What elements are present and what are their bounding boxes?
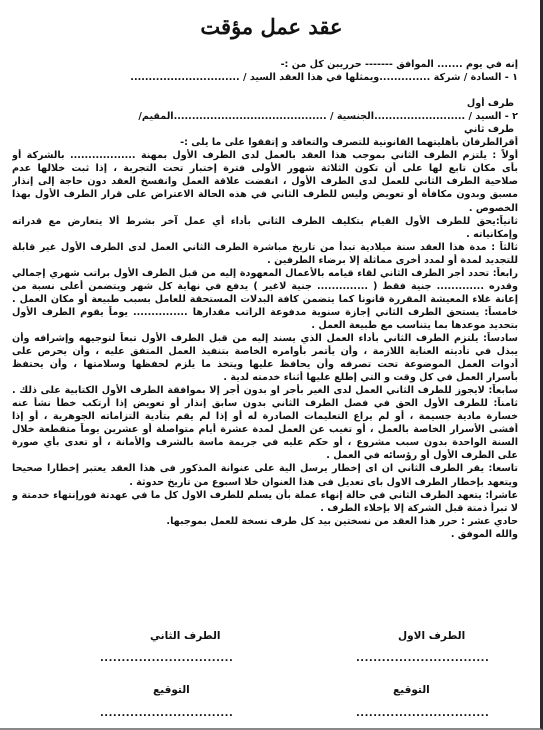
contract-line: الخصوص .	[468, 202, 518, 214]
contract-line: إنه في يوم ....... الموافق ------- حرريبن كل من :-	[280, 59, 518, 70]
contract-line: وإمكانياته .	[466, 228, 518, 240]
second-party-signature-label: التوقيع	[153, 684, 190, 696]
contract-line: ١ - السادة / شركة ..............ويمثلها في هذا العقد السيد / ..............................	[130, 72, 518, 84]
contract-body	[12, 58, 518, 541]
first-party-signature-label: التوقيع	[393, 684, 430, 696]
contract-line: والله الموفق .	[450, 528, 518, 540]
contract-line: السنة الواحدة بدون سبب مشروع ، أو حكم عليه في جريمة ماسة بالشرف والأمانة ، أو تعدى بأي صورة	[12, 437, 518, 449]
second-party-name-line: ...............................	[100, 653, 234, 664]
contract-line: ثامناً: للطرف الأول الحق في فصل الطرف الثاني بدون سابق إنذار أو تعويض إذا أرتكب خطأ نشأ عنه	[12, 398, 518, 410]
contract-line: ٢ - السيد / .........................الجنسية / ..........................................المقيم/	[138, 111, 518, 123]
contract-line: عاشرا: يتعهد الطرف الثاني في حالة إنهاء عملة بأن يسلم للطرف الاول كل ما في عهدتة فورإنتهاء خدمتة و	[12, 489, 518, 501]
contract-line: صلاحية الطرف الثاني للعمل لدى الطرف الأول ، انفضت علاقة العمل وانفسخ العقد دون حاجة إلى إنذار	[12, 176, 518, 188]
contract-line: سابعاً: لايجوز للطرف الثاني العمل لدى الغير بأجر او بدون أجر إلا بموافقة الطرف الأول الكتابية على ذلك .	[12, 385, 518, 397]
contract-line: لا تبرأ ذمتة قبل الشركة إلا بإخلاء الطرف .	[320, 502, 518, 514]
contract-line: أفشى الأسرار الخاصة بالعمل ، أو تغيب عن العمل لمدة عشرة أيام متواصلة أو عشرين يوماً متقطعة خلال	[12, 424, 518, 436]
first-party-name-line: ...............................	[356, 653, 490, 664]
contract-line: بأسرار العمل في كل وقت و التي إطلع عليها أثناء خدمته لدية .	[223, 372, 518, 384]
first-party-label: الطرف الاول	[398, 630, 466, 642]
contract-line	[12, 84, 518, 97]
contract-line: تاسعا: يقر الطرف الثاني ان اى إخطار يرسل الية على عنوانة المذكور فى هذا العقد يعتبر إخطارا صحيحا	[12, 463, 518, 475]
contract-line: طرف ثاني	[463, 124, 514, 136]
contract-line: للتجديد لمدة أو لمدد أخرى مماثلة إلا برضاء الطرفين .	[267, 254, 518, 266]
contract-line: ويتعهد بإخطار الطرف الاول باى تعديل فى هذا العنوان خلا اسبوع من تاريخ حدوثة .	[129, 476, 518, 488]
contract-line: ثانياً:يحق للطرف الأول القيام بتكليف الطرف الثاني بأداء أي عمل آخر بشرط ألا يتعارض مع قدراته	[12, 215, 518, 227]
contract-line: أدوات العمل الموضوعة تحت تصرفه وأن يحافظ عليها ويتخذ ما يلزم لحفظها وسلامتها ، وأن يحتفظ	[12, 359, 518, 371]
contract-line: إعانة غلاء المعيشة المقررة قانونا كما يتضمن كافة البدلات المستحقة للعامل بسبب طبيعة أو مكان العمل .	[12, 293, 518, 305]
contract-line: وقدره ............. جنية فقط ( .............. جنية لاغير ) يدفع في نهاية كل شهر ويتضمن أعلى نسبة من	[12, 280, 518, 292]
contract-line: يبذل في تأديته العناية اللازمة ، وأن يأتمر بأوامره الخاصة بتنفيذ العمل المتفق عليه ، وأن يحرص على	[12, 346, 518, 358]
contract-line: خسارة مادية جسيمة ، أو لم يراع التعليمات الصادرة له أو إذا لم يقم بتأدية التزاماته الجوهرية ، أو إذا	[12, 411, 518, 423]
contract-line: خامساً: يستحق الطرف الثاني إجازة سنوية مدفوعة الراتب مقدارها ............... يوماً يقوم الطرف الأول	[12, 306, 518, 318]
second-party-signature-line: ...............................	[100, 708, 234, 719]
contract-line: أولاً : يلتزم الطرف الثاني بموجب هذا العقد بالعمل لدى الطرف الأول بمهنة .................. بالشركة أو	[12, 150, 518, 162]
document-title: عقد عمل مؤقت	[200, 14, 343, 39]
first-party-signature-line: ...............................	[356, 708, 490, 719]
contract-line: أقرالطرفان بأهليتهما القانونية للتصرف والتعاقد و إتفقوا على ما يلى :-	[180, 137, 518, 149]
contract-line: سادساً: يلتزم الطرف الثاني بأداء العمل الذي يسند إليه من قبل الطرف الأول تبعاً لتوجيهه وإشرافه وأن	[12, 332, 518, 344]
contract-line: بتحديد موعدها بما يتناسب مع طبيعة العمل .	[311, 319, 518, 331]
contract-line: طرف أول	[466, 98, 514, 110]
contract-line: بأى مكان تابع لها على أن تكون الثلاثة شهور الأولى فترة إختبار تحت التجربة ، إذا ثبت خلالها عدم	[12, 163, 518, 175]
contract-line: ثالثاً : مدة هذا العقد سنة ميلادية تبدأ من تاريخ مباشرة الطرف الثاني العمل لدى الطرف الأول غير قابلة	[12, 241, 518, 253]
contract-line: مسبق وبدون مكافأة أو تعويض وليس للطرف الثاني في هذه الحالة الاعتراض على قرار الطرف الأول بهذا	[12, 189, 518, 201]
contract-line: على الطرف الأول أو رؤسائه في العمل .	[326, 450, 518, 462]
contract-line: حادي عشر : حرر هذا العقد من نسختين بيد كل طرف نسخة للعمل بموجبها.	[166, 515, 518, 527]
second-party-label: الطرف الثاني	[150, 630, 221, 642]
contract-line: رابعاً: تحدد أجر الطرف الثاني لقاء قيامه بالأعمال المعهودة إليه من قبل الطرف الأول براتب شهري إجمالي	[12, 267, 518, 279]
